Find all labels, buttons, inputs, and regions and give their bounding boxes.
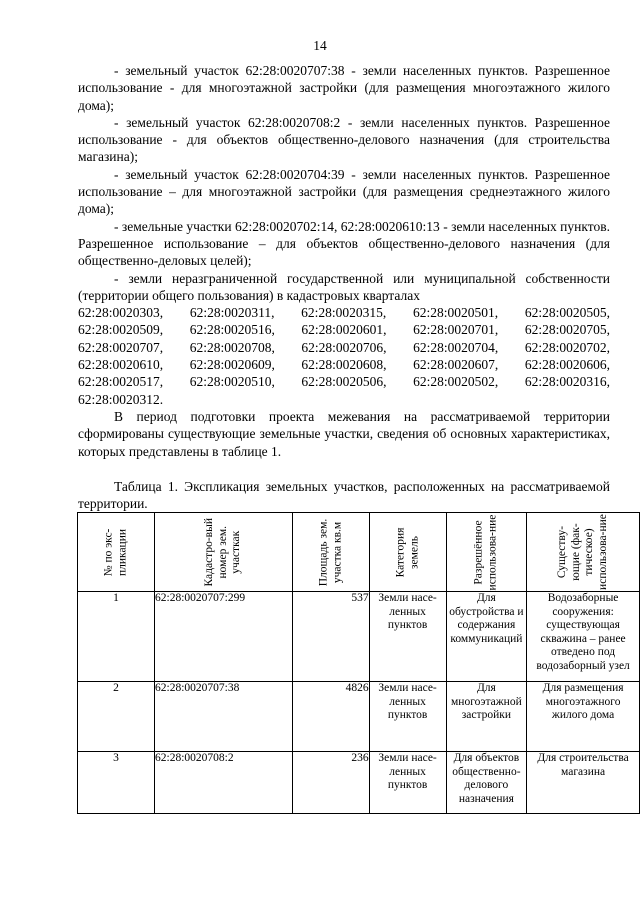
permitted-use: Для объектов общественно-делового назначения <box>446 752 527 814</box>
cadastral-quarter: 62:28:0020316, <box>524 374 610 390</box>
paragraph: - земельный участок 62:28:0020707:38 - земли населенных пунктов. Разрешенное использование - для многоэтажной застройки (для размещения многоэтажного жилого дома); <box>78 63 610 113</box>
cadastral-quarter: 62:28:0020707, <box>78 339 164 355</box>
table-header-row <box>78 513 640 592</box>
summary-paragraph: В период подготовки проекта межевания на рассматриваемой территории сформированы существующие земельные участки, сведения об основных характеристиках, которых представлены в таблице 1. <box>78 408 610 459</box>
cadastral-quarter: 62:28:0020607, <box>413 357 499 373</box>
header-label: Кадастро-вый номер зем. участкак <box>203 517 243 587</box>
cadastral-quarter: 62:28:0020601, <box>301 322 387 338</box>
row-number: 2 <box>78 682 155 752</box>
header-cell <box>78 513 155 592</box>
cadastral-quarter: 62:28:0020606, <box>524 357 610 373</box>
cadastral-quarter: 62:28:0020516, <box>189 322 275 338</box>
cadastral-quarter: 62:28:0020702, <box>524 339 610 355</box>
cadastral-number: 62:28:0020707:299 <box>155 592 293 682</box>
table-row <box>78 752 640 814</box>
permitted-use: Для многоэтажной застройки <box>446 682 527 752</box>
header-cell <box>527 513 640 592</box>
row-number: 3 <box>78 752 155 814</box>
area-value: 236 <box>292 752 369 814</box>
actual-use: Для строительства магазина <box>527 752 640 814</box>
actual-use: Водозаборные сооружения: существующая скважина – ранее отведено под водозаборный узел <box>527 592 640 682</box>
paragraph: - земельный участок 62:28:0020704:39 - земли населенных пунктов. Разрешенное использование – для многоэтажной застройки (для размещения среднеэтажного жилого дома); <box>78 166 610 217</box>
explication-table <box>77 512 640 814</box>
cadastral-quarter: 62:28:0020510, <box>189 374 275 390</box>
permitted-use: Для обустройства и содержания коммуникаций <box>446 592 527 682</box>
cadastral-quarters-list <box>78 304 610 408</box>
cadastral-quarter: 62:28:0020501, <box>412 305 499 321</box>
area-value: 4826 <box>292 682 369 752</box>
land-category: Земли насе-ленных пунктов <box>369 682 446 752</box>
header-label: Категория земель <box>394 527 420 577</box>
cadastral-row <box>78 321 610 338</box>
header-label: Разрешённое использова-ние <box>472 514 499 590</box>
land-category: Земли насе-ленных пунктов <box>369 752 446 814</box>
cadastral-quarter: 62:28:0020506, <box>301 374 387 390</box>
cadastral-quarter: 62:28:0020608, <box>301 357 387 373</box>
cadastral-quarter: 62:28:0020609, <box>189 357 275 373</box>
cadastral-quarter: 62:28:0020509, <box>78 322 164 338</box>
actual-use: Для размещения многоэтажного жилого дома <box>527 682 640 752</box>
header-cell <box>369 513 446 592</box>
cadastral-quarter: 62:28:0020303, <box>78 305 164 321</box>
header-cell <box>292 513 369 592</box>
cadastral-quarter: 62:28:0020311, <box>189 305 275 321</box>
header-label: Существу-ющие (фак-тическое) использова-ние <box>556 514 609 590</box>
header-cell <box>155 513 293 592</box>
cadastral-quarter: 62:28:0020701, <box>413 322 499 338</box>
cadastral-quarter: 62:28:0020705, <box>524 322 610 338</box>
header-label: Площадь зем. участка кв.м <box>317 518 343 586</box>
area-value: 537 <box>292 592 369 682</box>
header-label: № по экс-пликации <box>102 528 128 576</box>
cadastral-row <box>78 373 610 390</box>
table-row <box>78 592 640 682</box>
paragraph: - земли неразграниченной государственной или муниципальной собственности (территории общего пользования) в кадастровых кварталах <box>78 270 610 303</box>
cadastral-number: 62:28:0020707:38 <box>155 682 293 752</box>
cadastral-quarter: 62:28:0020704, <box>413 339 499 355</box>
paragraph: - земельный участок 62:28:0020708:2 - земли населенных пунктов. Разрешенное использование - для объектов общественно-делового назначения (для строительства магазина); <box>78 114 610 165</box>
cadastral-row <box>78 304 610 321</box>
body-text <box>78 62 610 460</box>
row-number: 1 <box>78 592 155 682</box>
paragraph: - земельные участки 62:28:0020702:14, 62:28:0020610:13 - земли населенных пунктов. Разрешенное использование – для объектов общественно-делового назначения (для общественно-деловых целей); <box>78 218 610 269</box>
page-number: 14 <box>313 38 327 53</box>
cadastral-quarter: 62:28:0020312. <box>78 391 164 407</box>
cadastral-quarter: 62:28:0020505, <box>524 305 610 321</box>
cadastral-quarter: 62:28:0020517, <box>78 374 164 390</box>
cadastral-number: 62:28:0020708:2 <box>155 752 293 814</box>
cadastral-quarter: 62:28:0020502, <box>413 374 499 390</box>
header-cell <box>446 513 527 592</box>
cadastral-quarter: 62:28:0020706, <box>301 339 387 355</box>
land-category: Земли насе-ленных пунктов <box>369 592 446 682</box>
table-caption: Таблица 1. Экспликация земельных участков, расположенных на рассматриваемой территории. <box>78 479 610 512</box>
table-row <box>78 682 640 752</box>
cadastral-quarter: 62:28:0020708, <box>189 339 275 355</box>
cadastral-quarter: 62:28:0020315, <box>301 305 387 321</box>
cadastral-row <box>78 339 610 356</box>
cadastral-quarter: 62:28:0020610, <box>78 357 164 373</box>
cadastral-row <box>78 356 610 373</box>
